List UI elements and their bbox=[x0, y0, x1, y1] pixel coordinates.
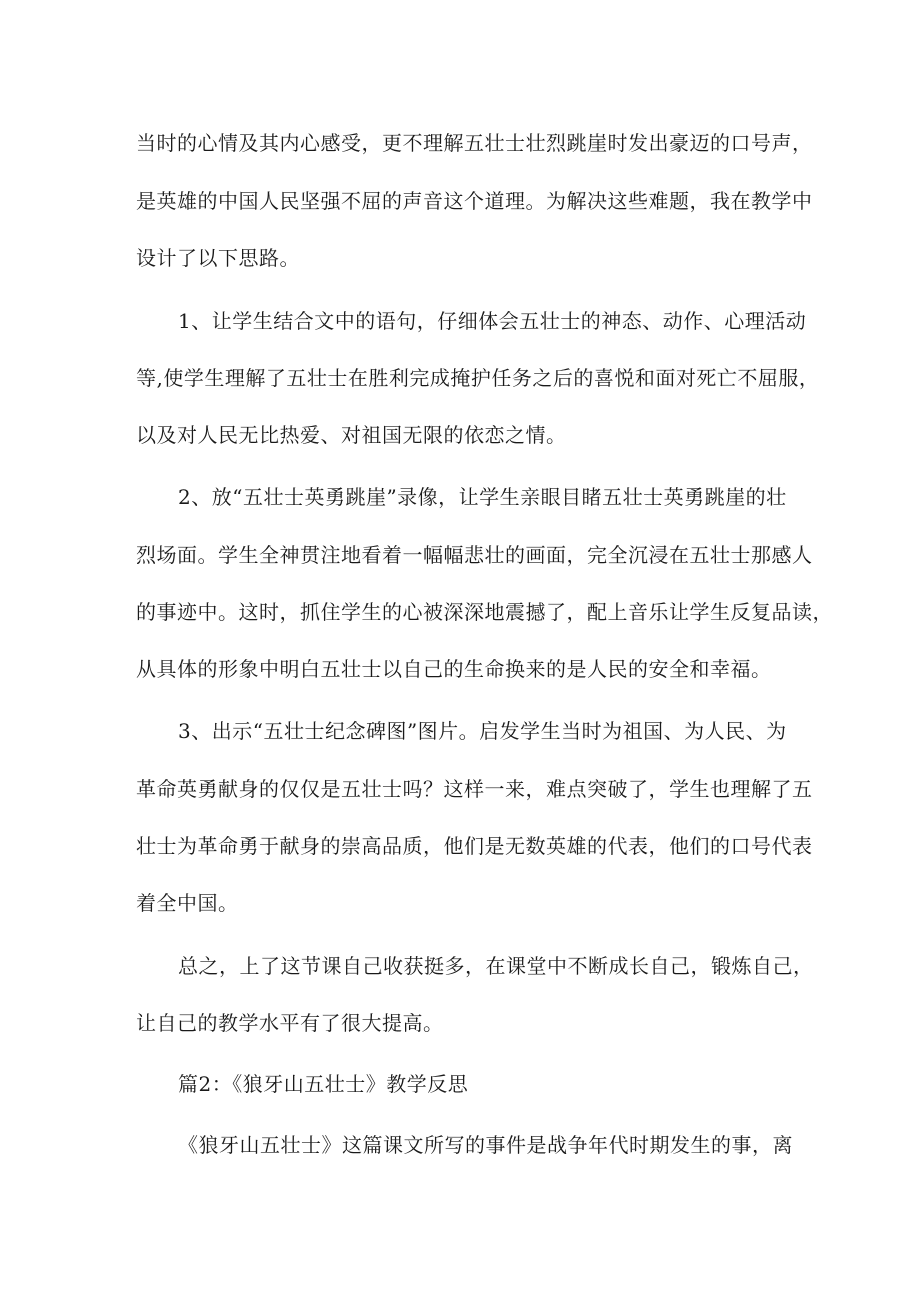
paragraph-1-line-1: 当时的心情及其内心感受，更不理解五壮士壮烈跳崖时发出豪迈的口号声， bbox=[136, 131, 813, 155]
paragraph-4-line-2: 革命英勇献身的仅仅是五壮士吗？这样一来，难点突破了，学生也理解了五 bbox=[136, 777, 813, 801]
paragraph-3-line-1: 2、放“五壮士英勇跳崖”录像，让学生亲眼目睹五壮士英勇跳崖的壮 bbox=[178, 485, 787, 509]
paragraph-2-line-3: 以及对人民无比热爱、对祖国无限的依恋之情。 bbox=[136, 423, 567, 447]
paragraph-2-line-2: 等,使学生理解了五壮士在胜利完成掩护任务之后的喜悦和面对死亡不屈服， bbox=[136, 366, 820, 390]
paragraph-3-line-2: 烈场面。学生全神贯注地看着一幅幅悲壮的画面，完全沉浸在五壮士那感人 bbox=[136, 543, 813, 567]
paragraph-4-line-4: 着全中国。 bbox=[136, 891, 239, 915]
paragraph-5-line-2: 让自己的教学水平有了很大提高。 bbox=[136, 1011, 444, 1035]
section-heading: 篇2：《狼牙山五壮士》教学反思 bbox=[178, 1072, 469, 1096]
paragraph-3-line-4: 从具体的形象中明白五壮士以自己的生命换来的是人民的安全和幸福。 bbox=[136, 657, 772, 681]
paragraph-1-line-2: 是英雄的中国人民坚强不屈的声音这个道理。为解决这些难题，我在教学中 bbox=[136, 189, 813, 213]
paragraph-3-line-3: 的事迹中。这时，抓住学生的心被深深地震撼了，配上音乐让学生反复品读， bbox=[136, 600, 833, 624]
paragraph-2-line-1: 1、让学生结合文中的语句，仔细体会五壮士的神态、动作、心理活动 bbox=[178, 309, 807, 333]
closing-paragraph-line-1: 《狼牙山五壮士》这篇课文所写的事件是战争年代时期发生的事，离 bbox=[178, 1133, 793, 1157]
paragraph-4-line-3: 壮士为革命勇于献身的崇高品质，他们是无数英雄的代表，他们的口号代表 bbox=[136, 834, 813, 858]
paragraph-5-line-1: 总之，上了这节课自己收获挺多，在课堂中不断成长自己，锻炼自己， bbox=[178, 954, 814, 978]
paragraph-1-line-3: 设计了以下思路。 bbox=[136, 246, 300, 270]
paragraph-4-line-1: 3、出示“五壮士纪念碑图”图片。启发学生当时为祖国、为人民、为 bbox=[178, 719, 787, 743]
